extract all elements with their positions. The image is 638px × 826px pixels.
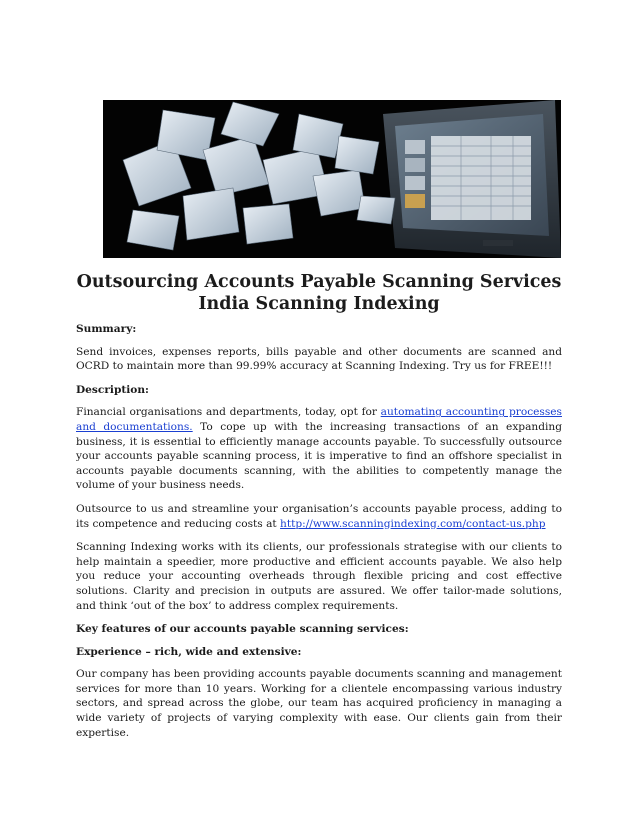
automating-accounting-link[interactable]: automating accounting processes and documentations. (76, 406, 562, 433)
hero-image-flying-documents-monitor (103, 100, 561, 258)
description-text-pre: Financial organisations and departments, today, opt for (76, 406, 381, 419)
document-body (76, 322, 562, 749)
description-heading: Description: (76, 383, 149, 396)
title-line-2: India Scanning Indexing (198, 294, 440, 314)
works-paragraph: Scanning Indexing works with its clients, our professionals strategise with our clients to help maintain a speedier, more productive and efficient accounts payable. We also help you reduce your accounting overheads through flexible pricing and cost effective solutions. Clarity and precision in outputs are assured. We offer tailor-made solutions, and think ‘out of the box’ to address complex requirements. (76, 541, 562, 612)
outsource-text: Outsource to us and streamline your organisation’s accounts payable process, adding to its competence and reducing costs at (76, 502, 562, 530)
monitor-shape (383, 100, 561, 258)
summary-heading: Summary: (76, 323, 137, 335)
outsource-paragraph (76, 502, 562, 531)
description-text-post: To cope up with the increasing transactions of an expanding business, it is essential to efficiently manage accounts payable. To successfully outsource your accounts payable scanning process, it is imperative to find an offshore specialist in accounts payable documents scanning, with the abilities to competently manage the volume of your business needs. (76, 420, 562, 492)
features-heading: Key features of our accounts payable scanning services: (76, 623, 409, 636)
description-paragraph (76, 405, 562, 493)
contact-us-link[interactable]: http://www.scanningindexing.com/contact-us.php (280, 517, 546, 530)
summary-text: Send invoices, expenses reports, bills payable and other documents are scanned and OCRD to maintain more than 99.99% accuracy at Scanning Indexing. Try us for FREE!!! (76, 345, 562, 373)
experience-paragraph: Our company has been providing accounts payable documents scanning and management services for more than 10 years. Working for a clientele encompassing various industry sectors, and spread across the globe, our team has acquired proficiency in managing a wide variety of projects of varying complexity with ease. Our clients gain from their expertise. (76, 668, 562, 739)
title-line-1: Outsourcing Accounts Payable Scanning Services (76, 272, 562, 292)
experience-heading: Experience – rich, wide and extensive: (76, 645, 302, 658)
hero-illustration (103, 100, 561, 258)
page-title (60, 271, 578, 315)
